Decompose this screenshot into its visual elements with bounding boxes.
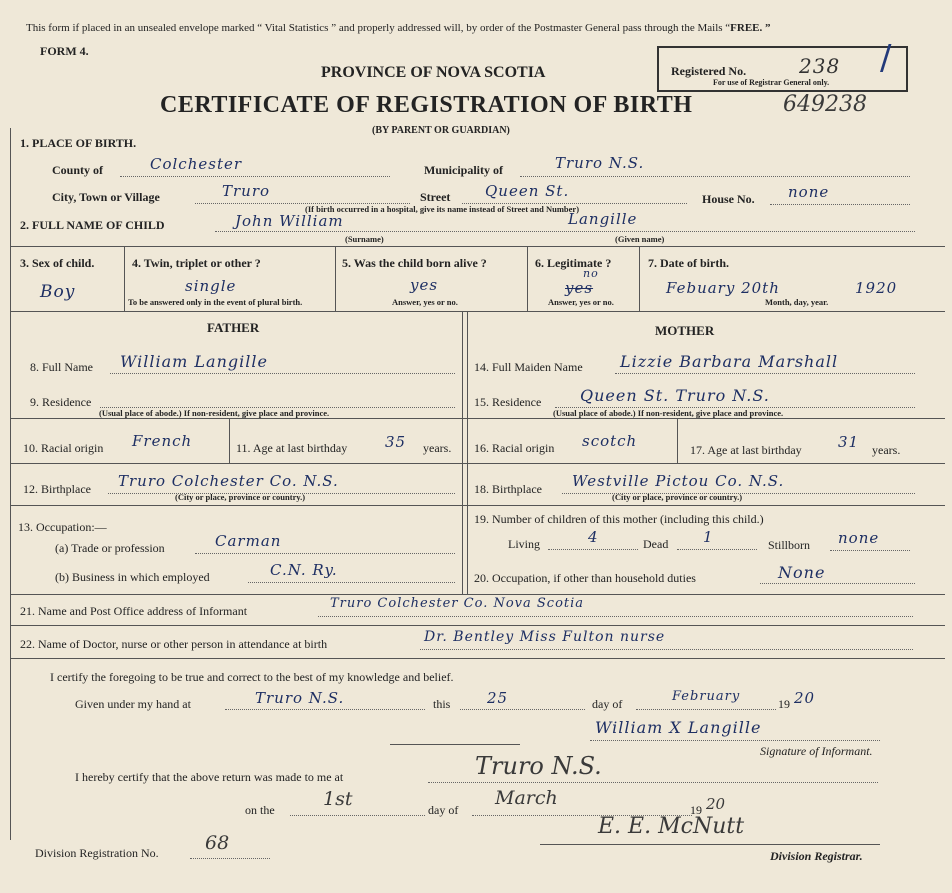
dotted-line [428,782,878,783]
mother-name-value: Lizzie Barbara Marshall [620,352,839,371]
mother-age-value: 31 [838,433,860,451]
father-birthplace-value: Truro Colchester Co. N.S. [118,472,339,490]
child-name-label: 2. FULL NAME OF CHILD [20,218,165,232]
column-divider [229,418,230,463]
dotted-line [420,649,913,650]
children-count-label: 19. Number of children of this mother (including this child.) [474,512,764,526]
legitimate-note: Answer, yes or no. [548,297,614,307]
given-day-value: 25 [487,689,509,707]
alive-value: yes [410,276,439,294]
mother-residence-value: Queen St. Truro N.S. [580,386,770,405]
living-label: Living [508,537,540,551]
municipality-value: Truro N.S. [555,154,645,172]
registrar-month-value: March [495,787,558,809]
mother-name-label: 14. Full Maiden Name [474,360,583,374]
dotted-line [290,815,425,816]
house-label: House No. [702,192,755,206]
divider-line [10,658,945,659]
dotted-line [190,858,270,859]
mother-birthplace-note: (City or place, province or country.) [612,492,743,502]
division-number-label: Division Registration No. [35,846,159,860]
dotted-line [830,550,910,551]
registered-number-box [657,46,908,92]
stillborn-label: Stillborn [768,538,811,552]
dotted-line [760,583,915,584]
trade-value: Carman [215,532,282,550]
city-value: Truro [222,182,271,200]
mother-age-label: 17. Age at last birthday [690,443,802,457]
county-label: County of [52,163,104,177]
stamp-number: 649238 [783,92,867,117]
mother-racial-value: scotch [582,432,638,450]
surname-note: (Surname) [345,234,384,244]
mother-residence-label: 15. Residence [474,395,542,409]
province-heading: PROVINCE OF NOVA SCOTIA [321,64,546,81]
legitimate-label: 6. Legitimate ? [535,256,612,270]
column-divider [639,246,640,311]
certificate-subtitle: (BY PARENT OR GUARDIAN) [372,125,510,136]
certify-statement: I certify the foregoing to be true and correct to the best of my knowledge and belief. [50,670,454,684]
dead-value: 1 [703,528,714,546]
registered-value: 238 [799,54,841,78]
father-racial-value: French [132,432,193,450]
informant-signature: William X Langille [595,718,762,737]
dead-label: Dead [643,537,669,551]
column-divider [462,311,463,594]
divider-line [390,744,520,745]
sex-value: Boy [40,282,76,302]
dotted-line [120,176,390,177]
registrar-year-value: 20 [706,795,726,813]
twin-value: single [185,277,237,295]
city-label: City, Town or Village [52,190,160,204]
house-value: none [788,183,830,201]
father-residence-note: (Usual place of abode.) If non-resident, give place and province. [99,408,330,418]
mother-residence-note: (Usual place of abode.) If non-resident, give place and province. [553,408,784,418]
mother-occupation-label: 20. Occupation, if other than household duties [474,571,696,585]
dotted-line [318,616,913,617]
birth-year-value: 1920 [855,279,898,297]
place-of-birth-heading: 1. PLACE OF BIRTH. [20,136,137,150]
registrar-statement: I hereby certify that the above return was made to me at [75,770,344,784]
given-name-note: (Given name) [615,234,665,244]
given-place-value: Truro N.S. [255,689,345,707]
registrar-signature: E. E. McNutt [598,814,745,839]
dotted-line [215,231,915,232]
dotted-line [460,709,585,710]
certificate-title: CERTIFICATE OF REGISTRATION OF BIRTH [160,92,693,118]
division-number-value: 68 [205,832,230,854]
twin-label: 4. Twin, triplet or other ? [132,256,261,270]
registrar-place-value: Truro N.S. [475,752,602,780]
father-years-label: years. [423,441,452,455]
legitimate-correction: no [583,267,599,280]
day-of-label: day of [592,697,623,711]
column-divider [527,246,528,311]
father-age-label: 11. Age at last birthday [236,441,348,455]
divider-line [10,311,945,312]
this-label: this [433,697,451,711]
postal-notice: This form if placed in an unsealed envelope marked “ Vital Statistics ” and properly addressed will, by order of the Postmaster General pass through the Mails “FREE. ” [26,22,771,34]
given-at-label: Given under my hand at [75,697,191,711]
registrar-day-of-label: day of [428,803,459,817]
father-birthplace-label: 12. Birthplace [23,482,91,496]
informant-value: Truro Colchester Co. Nova Scotia [330,596,585,611]
registered-note: For use of Registrar General only. [713,78,830,87]
business-value: C.N. Ry. [270,561,338,579]
column-divider [124,246,125,311]
mother-years-label: years. [872,443,901,457]
registered-label: Registered No. [671,64,747,78]
stillborn-value: none [838,529,880,547]
column-divider [677,418,678,463]
divider-line [10,463,945,464]
father-heading: FATHER [207,320,260,335]
divider-line [10,246,945,247]
given-year-value: 20 [794,689,816,707]
date-note: Month, day, year. [765,297,829,307]
father-occupation-label: 13. Occupation:— [18,520,107,534]
alive-note: Answer, yes or no. [392,297,458,307]
dotted-line [548,549,638,550]
on-the-label: on the [245,803,275,817]
date-of-birth-label: 7. Date of birth. [648,256,729,270]
divider-line [10,625,945,626]
column-divider [335,246,336,311]
father-name-value: William Langille [120,352,268,371]
dotted-line [677,549,757,550]
child-surname-value: John William [235,212,344,230]
left-margin-line [10,128,11,840]
dotted-line [770,204,910,205]
father-age-value: 35 [385,433,407,451]
column-divider [467,311,468,594]
dotted-line [615,373,915,374]
informant-signature-label: Signature of Informant. [760,744,873,758]
date-of-birth-value: Febuary 20th [666,279,780,297]
twin-note: To be answered only in the event of plural birth. [128,297,303,307]
given-year-prefix: 19 [778,697,790,711]
divider-line [10,594,945,595]
registrar-year-prefix: 19 [690,803,702,817]
dotted-line [225,709,425,710]
registrar-signature-label: Division Registrar. [770,849,863,863]
dotted-line [520,176,910,177]
father-birthplace-note: (City or place, province or country.) [175,492,306,502]
business-label: (b) Business in which employed [55,570,210,584]
mother-heading: MOTHER [655,323,715,338]
sex-label: 3. Sex of child. [20,256,95,270]
given-month-value: February [672,689,741,704]
living-value: 4 [588,528,599,546]
street-value: Queen St. [485,182,570,200]
dotted-line [195,553,455,554]
street-label: Street [420,190,451,204]
doctor-value: Dr. Bentley Miss Fulton nurse [424,629,666,645]
alive-label: 5. Was the child born alive ? [342,256,487,270]
trade-label: (a) Trade or profession [55,541,165,555]
mother-racial-label: 16. Racial origin [474,441,555,455]
divider-line [10,505,945,506]
dotted-line [110,373,455,374]
mother-birthplace-label: 18. Birthplace [474,482,542,496]
informant-label: 21. Name and Post Office address of Informant [20,604,248,618]
mother-birthplace-value: Westville Pictou Co. N.S. [572,472,785,490]
divider-line [10,418,945,419]
father-residence-label: 9. Residence [30,395,92,409]
county-value: Colchester [150,155,243,173]
father-racial-label: 10. Racial origin [23,441,104,455]
hospital-note: (If birth occurred in a hospital, give its name instead of Street and Number) [305,204,580,214]
blue-check-mark: / [880,38,892,78]
municipality-label: Municipality of [424,163,504,177]
divider-line [540,844,880,845]
registrar-day-value: 1st [323,788,353,810]
dotted-line [636,709,776,710]
legitimate-value: yes [565,279,594,297]
doctor-label: 22. Name of Doctor, nurse or other person in attendance at birth [20,637,328,651]
child-given-value: Langille [568,210,638,228]
dotted-line [248,582,455,583]
mother-occupation-value: None [778,563,826,582]
father-name-label: 8. Full Name [30,360,93,374]
form-number: FORM 4. [40,44,89,58]
dotted-line [590,740,880,741]
